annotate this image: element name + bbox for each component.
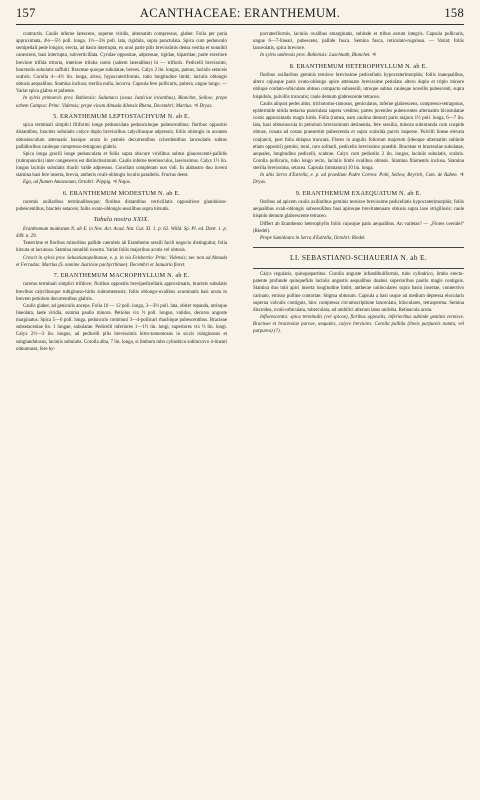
locality-paragraph: Ega, ad flumen Amazonum, Octobri: Pöppig. ♃ Najas.: [23, 180, 131, 186]
description-paragraph: pocrateriformis, laciniis ovalibus emarginatis, subinde et tribus earum integris. Capsula pollicaris, ungue 6—7-lineari, pubescens, pallide fusca. Semina fusca, reticulato-rugulosa. — Variat: foliis lanceolatis, spica breviore.: [253, 32, 464, 52]
description-paragraph: Differt ab Eranthemo heterophyllo foliis cujusque paris aequalibus. An varietas? — „Flores coerulei“ (Riedel).: [253, 221, 464, 234]
description-paragraph: floribus axillaribus geminis ternisve brevissime pedicellatis hypocraterimorphis; foliis inaequalibus, altero cujusque paris ovato-oblongo apice attenuato brevissime petiolato altero duplo et triplo minore oblique cordato-orbiculato obtuso compacto subsessili, utroque subtus cauleque novellis pubescenti, supra hispidulo, pulvillis truncatis; caule demum glabrescente tetraceo.: [253, 73, 464, 100]
locality-paragraph: Eranthemum modestum N. ab E. in Nov. Act. Acad. Nat. Cur. XI. 1. p. 62. Willd. Sp. Pl. ed. Dietr. 1. p. 449. n. 29.: [16, 226, 227, 240]
description-paragraph: Caulis aliquot pedes altus, trichotomo-ramosus, geniculatus, inferne glabrescens, compresso-tetragonus, epidermide nitida testacea punctulata supera vestitus; partes juveniles pubescentes alternatim bicostulatae costis approximatis magis hirtis. Folia (ramea, nam caulina desunt) paris majora 1½ poll. longa, 6—7 lin. lata, basi obtusiuscula in petiolum brevissimum desinentia, fere sessilia, minora subrotunda cum cuspide obtuse, conata ad costas praesertim pubescentia et supra scabrida parvis insperse. Pulvilli lineae elevata conjuncti, post folia delapsa truncata. Flores in angulis foliorum majorum (ideoque alternatim subinde etiam oppositi) gemini, terni, raro solitarii, pedicello brevissimo praediti. Bracteae et bracteolae subulatae, aequales, longitudino pedicelli, scabrae. Calyx cum pedicello 2 lin. longus, laciniis subulatis, scabris. Corolla pollicaris, tubo longo recto, laciniis limbi ovalibus obtusis. Stamina filamentis inclusa. Stamina sterilia brevissima, setacea. Capsula (immatura) 10 lin. longa.: [253, 101, 464, 172]
genus-heading: LI. SEBASTIANO-SCHAUERIA N. ab E.: [253, 247, 464, 269]
running-header: [16, 6, 464, 22]
page-number-right: 158: [444, 6, 464, 20]
description-paragraph: contractis. Caulis inferne latescens, superne viridis, alternatim compressus, glaber. Folia per paria approximata, 4⅛—5½ poll. longa, 1½—2⅛ poll. lata, rigidula, supra punctulata. Spica cum pedunculo semipedali pede longior, erecta, ad basin interrupta, ex unoi parte pilis brevissimis densa vestita et nonnihil canescens, basi interrupta, subverticillata. Cyrulae oppositae, adpressae, rigidae, bipartitae, parte exteriore breviore trifida tritorta, interiore triloba ramis (saltem lateralibus) bi — triflorís. Pedicelli brevissimi, bracteolis subulatis suffulti. Bracteae quoque subulatae, breves. Calyx 2 lin. longus, patens, laciniis setaceis scabris. Corolla 4—4½ lin. longa, alvea, hypocrateriformis, tubo longitudine limbi; laciniis oblongis obtusis aequalibus. Stamina inclusa; sterilia nulla, incurva. Capsula fere pollicaris, pubera, ungue longo. — Variat spica glabra et pubente.: [16, 32, 227, 95]
description-paragraph: Tenerrime et floribus minoribus pallide caeruleis ab Eranthemo sessili facili negocio distinguitur, folia hirsuta ut lacunosa. Stamina nonnihil exserta. Variat foliis majoribus acutis vel obtusis.: [16, 241, 227, 254]
description-paragraph: racemis axillaribus terminalibusque; floribus distantibus verticillatis oppositisve glanduloso-pubescentibus, bracteis setaceis; foliis ovato-oblongis sessilibus supra hirsutis.: [16, 200, 227, 213]
locality-paragraph: Prope Sumidouro in Serra d'Estrella, Octobri: Riedel.: [260, 235, 366, 241]
description-paragraph: Caulis glaber, ad geniculis anceps. Folia 10 — 12 poll. longa, 3—3½ poll. lata, obiter repanda, utrinque lineolata, laete viridia, summa paullo minora. Petiolus vix ½ poll. longus, validus, decursu anguste marginatus. Spica 5—6 poll. longa, pedunculo communi 3—4-pollicari rhachique pubescentibus. Bracteae subsetaceolae lin. 1 longae, subulatae. Pedicelli inferiores 1—1½ lin. longi, superiores vix ½ lin. longi. Calyx 2½—3 lin. longus, ad pedicelli pilis brevissimis hirto-tomentosus in siccis rubiginosus et subglandulosus, laciniis subulatis. Corolla alba, 7 lin. longa, si limbum tubo cylindrico subincurvo 4-lineari oduumaras, fere hy-: [16, 303, 227, 352]
description-paragraph: Calyx regularis, quinquepartitus. Corolla anguste infundibuliformis, tubo cylindrico, limbo erecto-patente profunde quinquefido laciniis angustis aequalibus duabus superioribus paullo magis contiguis. Stamina duo tubi apici inserta longitudine limbi; antherae uniloculares supra basin insertae, connectivo carinato, emisso polline contortae. Stigma obtusum. Capsula a basi usque ad medium depressa elocularis superna valvulis contiguis, hinc compressa circumscriptione lanceolata, biloculares, tetrasperma. Semina discoidea, ovali-orbiculata, tuberculata, ad umbilici alterum latus uniloba. Retinacula acuta.: [253, 272, 464, 313]
description-paragraph: racemo terminali simplici trifdove; floribus oppositis brevipedicellatis approximatis, bracteis subulatis brevibus calycibusque rubiginoso-hirtis subtomentosis; foliis oblongo-ovalibus acuminatis basi acuta in brevem petiolum decurrentibus glabris.: [16, 282, 227, 302]
running-title: ACANTHACEAE: ERANTHEMUM.: [139, 6, 341, 20]
plate-reference: Tabula nostra XXIX.: [93, 216, 150, 224]
locality-paragraph: In sylvis umbrosis prov. Bahiensis: Laschnath, Blanchet. ♃: [260, 53, 377, 59]
species-heading: 7. ERANTHEMUM MACROPHYLLUM N. ab E.: [53, 271, 190, 279]
locality-paragraph: Inflorescentia: spica terminalis (vel spicae), floribus oppositis, inferioribus subinde geminis ternisve. Bracteae et bracteolae parvae, aequales, calyce breviores. Corolla pallida (lineis purpureis notata, vel purpurea) (?).: [253, 315, 464, 335]
description-paragraph: Spica longa gracili longe pedunculata et foliis supra obscure viridibus subtus glaucescenti-pallidis (rubropunctis) inter congeneros est distinctissimum. Caulis inferne teretiusculus, laevissimus. Calyx 1½ lin. longus laciniis subulatis rhachi valde adpressus. Corollam completam non vidi. In alabastro duo inveni stamina basi fere inserta, brevia, antheris ovali-oblongis loculis parallelis. Fructus deest.: [16, 151, 227, 179]
locality-paragraph: In sylvis primaevis prov. Bahiensis: Salumaca (sosus Justiciae incanthus), Blanchet, Sellow; prope urbem Campos: Princ. Vidensis; prope vicum Almada dilensis Rhena, Decembri; Martius. ♃ Dryas.: [16, 96, 227, 109]
species-heading: 8. ERANTHEMUM HETEROPHYLLUM N. ab E.: [289, 62, 428, 70]
species-heading: 9. ERANTHEMUM EXAEQUATUM N. ab E.: [295, 189, 422, 197]
locality-paragraph: Crescit in sylvis prov. Sebastianopolitanae, e. p. in via Felsbertio: Princ. Vidensis; nec non ad Almada et Ferradas: Martius (S. nomine Justiciae pachyrrhinae). Decembri et Januario floret.: [16, 255, 227, 268]
right-column: [253, 31, 464, 791]
left-column: [16, 31, 227, 791]
header-rule: [16, 24, 464, 25]
page-number-left: 157: [16, 6, 36, 20]
species-heading: 5. ERANTHEMUM LEPTOSTACHYUM N. ab E.: [53, 112, 190, 120]
description-paragraph: floribus ad apicem caulis axillaribus geminis ternisve brevissime pedicellatis hypocraterimorphis; foliis aequalibus ovali-oblongis subsessilibus basi apiceque brevitatenuato obtusis supra laxe strigillosis; caule hispido demum glabrescente tetraceo.: [253, 200, 464, 220]
locality-paragraph: In altis Serra d'Estrella, e. p. ad praedium Padre Correa: Pohl, Sellow, Beyrich, Com. de Raben. ♃ Dryas.: [253, 173, 464, 186]
description-paragraph: spica terminali simplici filiformi longe pedunculata pedunculoque pubescentibus; floribus oppositis distantibus, bracteis subulatis calyce duplo brevioribus calycibusque adpressis; foliis oblongis in acumen obtusiusculum attenuatis basique acuta in petiole decurrentibus ccherdentibus lanceolatis subtus pallidioribus cauleque compresso-tetragono glabris.: [16, 123, 227, 150]
species-heading: 6. ERANTHEMUM MODESTUM N. ab E.: [62, 189, 181, 197]
